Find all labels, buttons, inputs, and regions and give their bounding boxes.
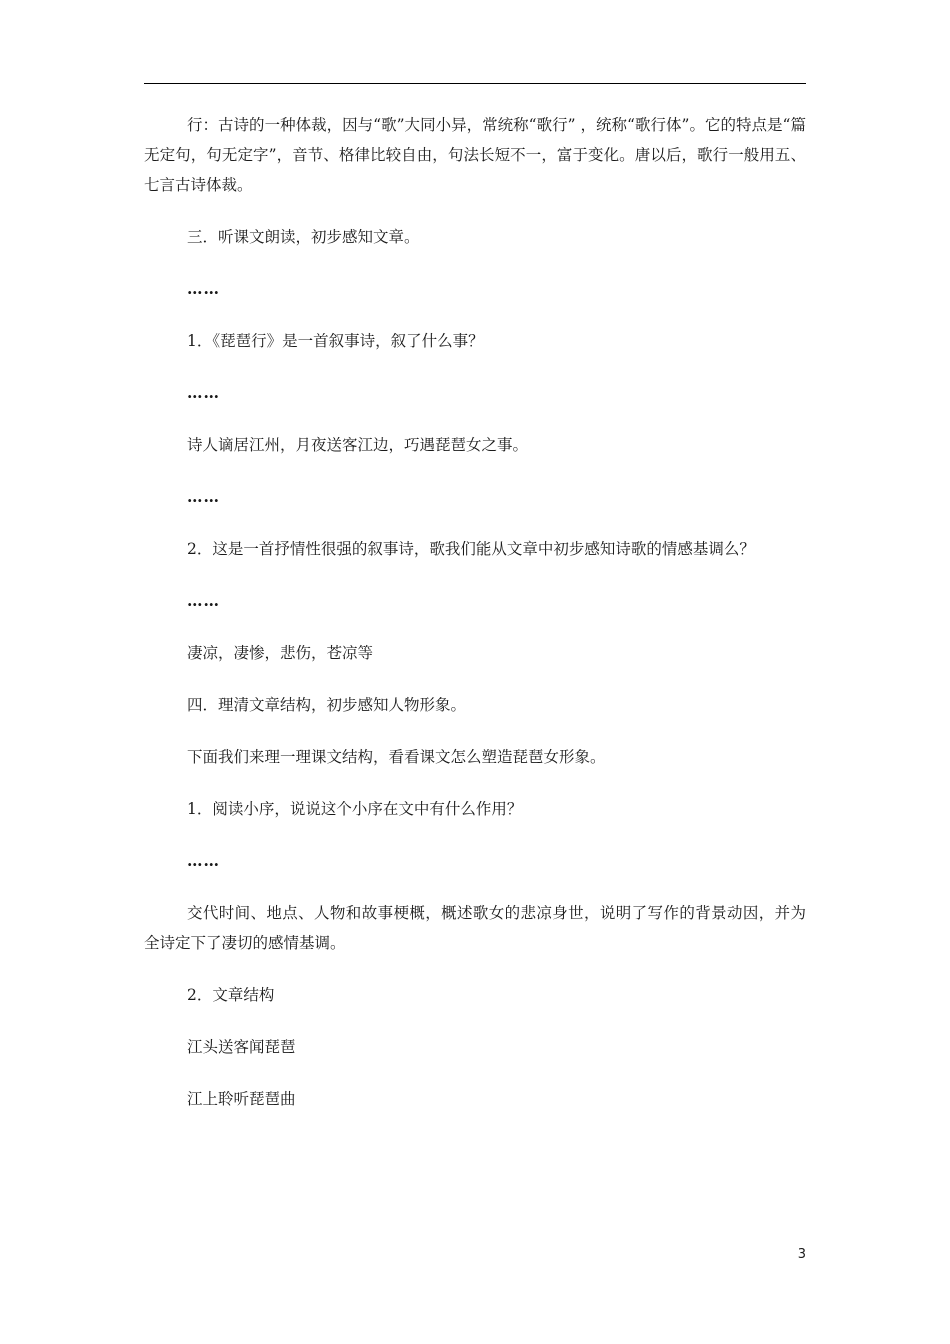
answer-two: 凄凉，凄惨，悲伤，苍凉等 bbox=[187, 644, 374, 662]
answer-preface: 交代时间、地点、人物和故事梗概，概述歌女的悲凉身世，说明了写作的背景动因，并为全诗定下了凄切的感情基调。 bbox=[144, 904, 806, 952]
ellipsis: …… bbox=[187, 279, 220, 298]
question-two: 2．这是一首抒情性很强的叙事诗，歌我们能从文章中初步感知诗歌的情感基调么？ bbox=[187, 540, 755, 558]
ellipsis: …… bbox=[187, 851, 220, 870]
section-heading-four: 四．理清文章结构，初步感知人物形象。 bbox=[187, 696, 467, 714]
structure-item-two: 江上聆听琵琶曲 bbox=[187, 1090, 296, 1108]
question-preface: 1．阅读小序，说说这个小序在文中有什么作用？ bbox=[187, 800, 523, 818]
answer-one: 诗人谪居江州，月夜送客江边，巧遇琵琶女之事。 bbox=[187, 436, 529, 454]
page-number: 3 bbox=[797, 1247, 806, 1262]
structure-heading: 2．文章结构 bbox=[187, 986, 275, 1004]
paragraph-gexing-definition: 行：古诗的一种体裁，因与“歌”大同小异，常统称“歌行” ，统称“歌行体”。它的特点是“篇无定句，句无定字”，音节、格律比较自由，句法长短不一，富于变化。唐以后，歌行一般用五、七言古诗体裁。 bbox=[144, 116, 806, 194]
ellipsis: …… bbox=[187, 487, 220, 506]
ellipsis: …… bbox=[187, 383, 220, 402]
header-rule bbox=[144, 83, 806, 84]
document-body bbox=[144, 110, 806, 1136]
intro-structure: 下面我们来理一理课文结构，看看课文怎么塑造琵琶女形象。 bbox=[187, 748, 606, 766]
structure-item-one: 江头送客闻琵琶 bbox=[187, 1038, 296, 1056]
question-one: 1．《琵琶行》是一首叙事诗，叙了什么事？ bbox=[187, 332, 484, 350]
section-heading-three: 三．听课文朗读，初步感知文章。 bbox=[187, 228, 420, 246]
ellipsis: …… bbox=[187, 591, 220, 610]
